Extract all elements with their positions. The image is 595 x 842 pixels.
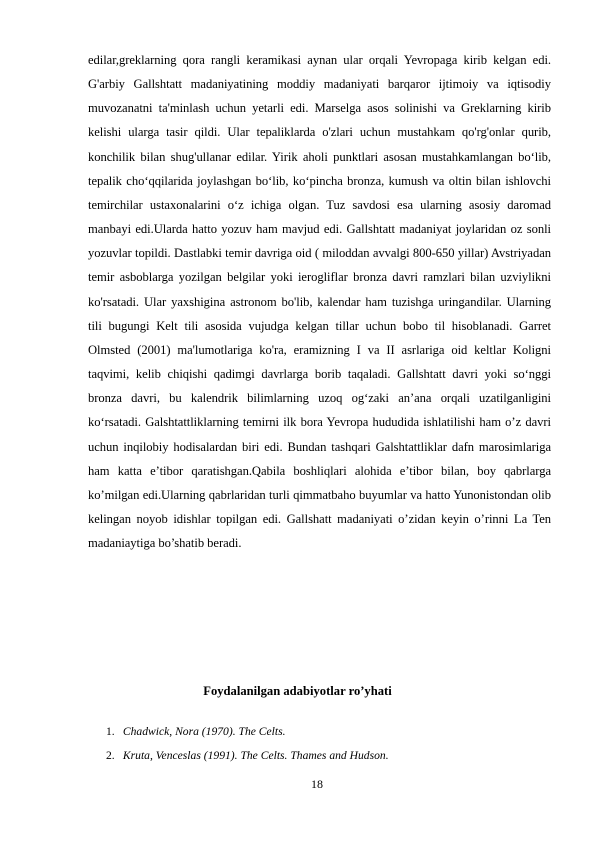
reference-number: 2. (106, 749, 115, 762)
reference-item (106, 720, 546, 744)
reference-citation: Chadwick, Nora (1970). The Celts. (122, 725, 286, 738)
references-heading: Foydalanilgan adabiyotlar ro’yhati (203, 684, 392, 698)
reference-number: 1. (106, 725, 115, 738)
page-number: 18 (311, 777, 323, 791)
references-list (106, 720, 546, 768)
reference-item (106, 744, 546, 768)
body-paragraph: edilar,greklarning qora rangli keramikasi aynan ular orqali Yevropaga kirib kelgan edi. G'arbiy Gallshtatt madaniyatining moddiy madaniyati barqaror ijtimoiy va iqtisodiy muvozanatni ta'minlash uchun yetarli edi. Marselga asos solinishi va Greklarning kirib kelishi ularga tasir qildi. Ular tepaliklarda o'zlari uchun mustahkam qo'rg'onlar qurib, konchilik bilan shug'ullanar edilar. Yirik aholi punktlari asosan mustahkamlangan bo‘lib, tepalik cho‘qqilarida joylashgan bo‘lib, ko‘pincha bronza, kumush va oltin bilan ishlovchi temirchilar ustaxonalarini o‘z ichiga olgan. Tuz savdosi esa ularning asosiy daromad manbayi edi.Ularda hatto yozuv ham mavjud edi. Gallshtatt madaniyat joylaridan oz sonli yozuvlar topildi. Dastlabki temir davriga oid ( miloddan avvalgi 800-650 yillar) Avstriyadan temir asboblarga yozilgan belgilar yoki ierogliflar bronza davri ramzlari bilan uzviylikni ko'rsatadi. Ular yaxshigina astronom bo'lib, kalendar ham tuzishga uringandilar. Ularning tili bugungi Kelt tili asosida vujudga kelgan tillar uchun bobo til hisoblanadi. Garret Olmsted (2001) ma'lumotlariga ko'ra, eramizning I va II asrlariga oid keltlar Koligni taqvimi, kelib chiqishi qadimgi davrlarga borib taqaladi. Gallshtatt davri yoki so‘nggi bronza davri, bu kalendrik bilimlarning uzoq og‘zaki an’ana orqali uzatilganligini ko‘rsatadi. Galshtattliklarning temirni ilk bora Yevropa hududida ishlatilishi ham o’z davri uchun inqilobiy hodisalardan biri edi. Bundan tashqari Galshtattliklar dafn marosimlariga ham katta e’tibor qaratishgan.Qabila boshliqlari alohida e’tibor bilan, boy qabrlarga ko’milgan edi.Ularning qabrlaridan turli qimmatbaho buyumlar va hatto Yunonistondan olib kelingan noyob idishlar topilgan edi. Gallshatt madaniyati o’zidan keyin o’rinni La Ten madaniaytiga bo’shatib beradi. (88, 53, 551, 551)
body-text-block (88, 48, 551, 555)
reference-citation: Kruta, Venceslas (1991). The Celts. Thames and Hudson. (122, 749, 389, 762)
